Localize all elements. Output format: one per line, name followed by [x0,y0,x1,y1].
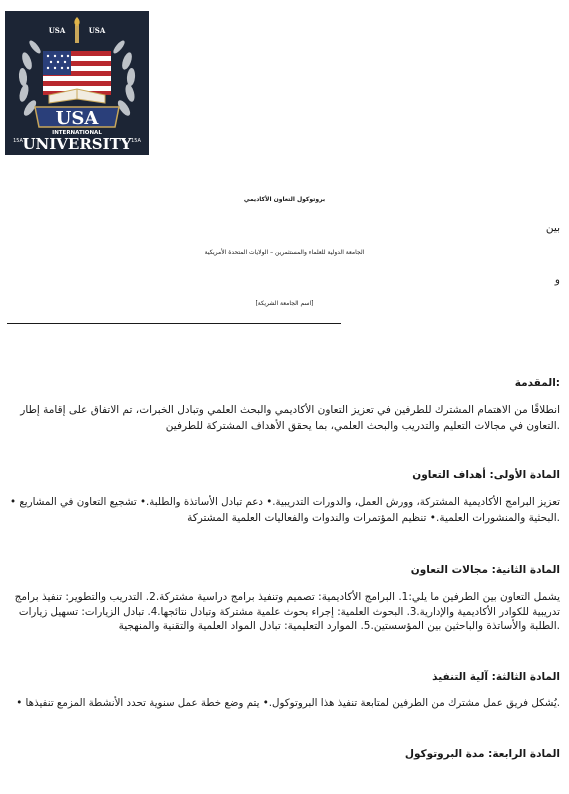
party-two-name: [اسم الجامعة الشريكة] [255,300,314,307]
logo-sub-text: INTERNATIONAL [52,130,102,136]
article-1-heading: المادة الأولى: أهداف التعاون [412,469,560,481]
article-2-heading: المادة الثانية: مجالات التعاون [410,564,560,576]
intro-heading: :المقدمة [514,377,560,389]
document-title: بروتوكول التعاون الأكاديمي [243,196,326,203]
logo-main-text: UNIVERSITY [22,135,132,153]
and-label: و [554,274,560,286]
article-1-line-1: تعزيز البرامج الأكاديمية المشتركة، وورش العمل، والدورات التدريبية.• دعم تبادل الأساتذة والطلبة.• تشجيع التعاون في المشاريع • [10,496,560,508]
party-one-name: الجامعة الدولية للعلماء والمستثمرين – الولايات المتحدة الأمريكية [204,249,365,256]
intro-line-1: انطلاقًا من الاهتمام المشترك للطرفين في تعزيز التعاون الأكاديمي والبحث العلمي وتبادل الخبرات، تم الاتفاق على إقامة إطار [20,404,560,416]
article-1-line-2: .البحثية والمنشورات العلمية.• تنظيم المؤتمرات والندوات والفعاليات العلمية المشتركة [187,512,560,524]
separator-line [7,323,341,324]
article-3-line-1: .يُشكل فريق عمل مشترك من الطرفين لمتابعة تنفيذ هذا البروتوكول.• يتم وضع خطة عمل سنوية تحدد الأنشطة المزمع تنفيذها • [16,697,560,709]
logo-banner-text: USA [55,108,99,129]
article-2-line-2: تدريبية للكوادر الأكاديمية والإدارية.3. البحوث العلمية: إجراء بحوث علمية مشتركة وتبادل نتائجها.4. تبادل الزيارات: تسهيل زيارات [18,606,560,618]
between-label: بين [545,222,560,234]
logo-side-right-text: 15A [131,138,141,144]
intro-line-2: .التعاون في مجالات التعليم والتدريب والبحث العلمي، بما يحقق الأهداف المشتركة للطرفين [165,420,560,432]
article-2-line-3: .الطلبة والأساتذة والباحثين بين المؤسستين.5. الموارد التعليمية: تبادل المواد العلمية والتقنية والمنهجية [118,620,560,632]
logo-top-right-text: USA [88,26,106,35]
logo-side-left-text: 15A [13,138,23,144]
article-2-line-1: يشمل التعاون بين الطرفين ما يلي:1. البرامج الأكاديمية: تصميم وتنفيذ برامج دراسية مشتركة.2. التدريب والتطوير: تنفيذ برامج [14,591,560,603]
article-3-heading: المادة الثالثة: آلية التنفيذ [432,671,560,683]
article-4-heading: المادة الرابعة: مدة البروتوكول [404,748,560,760]
logo-top-left-text: USA [48,26,66,35]
